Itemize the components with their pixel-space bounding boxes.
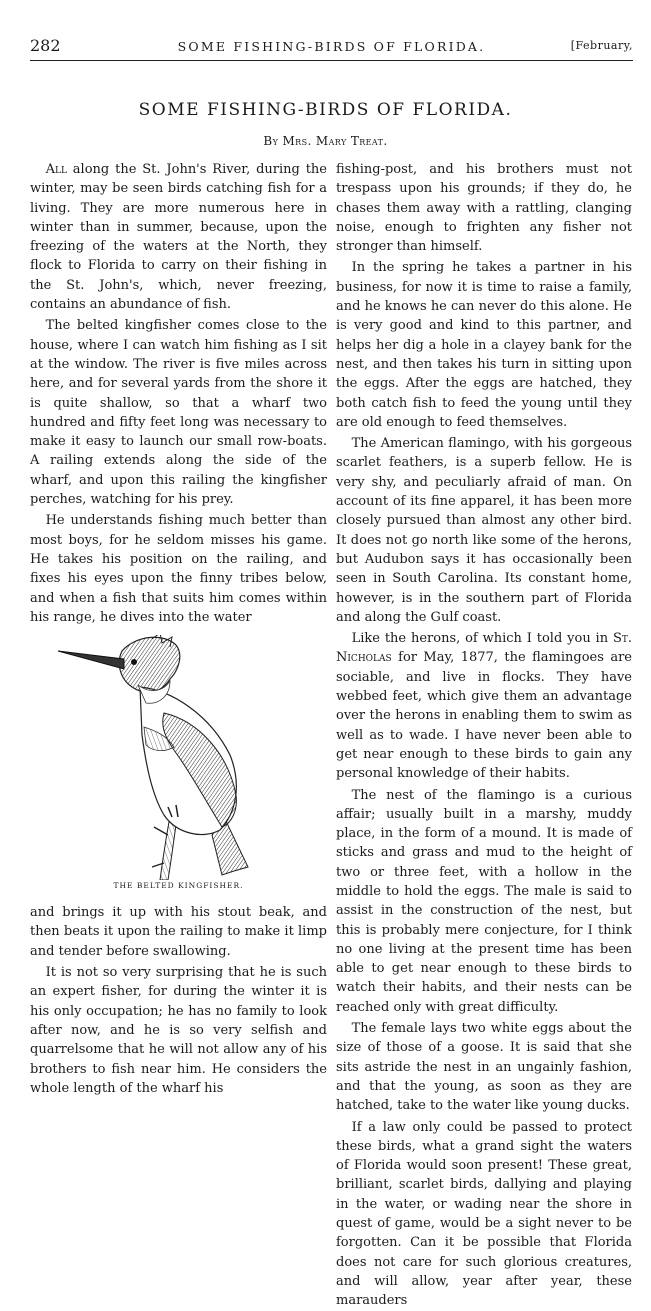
running-head	[30, 36, 633, 56]
paragraph: fishing-post, and his brothers must not trespass upon his grounds; if they do, he chases them away with a rattling, clanging noise, enough to frighten any fisher not stronger than himself.	[336, 162, 632, 255]
running-month: [February,	[570, 39, 633, 52]
paragraph: The belted kingfisher comes close to the house, where I can watch him fishing as I sit at the window. The river is five miles across here, and for several yards from the shore it is quite shallow, so that a wharf two hundred and fifty feet long was necessary to make it easy to launch our small row-boats. A railing extends along the side of the wharf, and upon this railing the kingfisher perches, watching for his prey.	[30, 318, 327, 508]
paragraph: If a law only could be passed to protect these birds, what a grand sight the waters of Florida would soon present! These great, brilliant, scarlet birds, dallying and playing in the water, or wading near the shore in quest of game, would be a sight never to be forgotten. Can it be possible that Florida does not care for such glorious creatures, and will allow, year after year, these marauders	[336, 1119, 632, 1309]
paragraph: It is not so very surprising that he is such an expert fisher, for during the winter it is his only occupation; he has no family to look after now, and he is so very selfish and quarrelsome that he will not allow any of his brothers to fish near him. He considers the whole length of the wharf his	[30, 965, 327, 1096]
header-rule	[30, 60, 633, 61]
running-title: SOME FISHING-BIRDS OF FLORIDA.	[177, 39, 486, 54]
paragraph: He understands fishing much better than most boys, for he seldom misses his game. He takes his position on the railing, and fixes his eyes upon the finny tribes below, and when a fish that suits him comes within his range, he dives into the water	[30, 513, 327, 625]
drop-lead: All	[45, 162, 67, 177]
kingfisher-illustration	[52, 635, 292, 880]
paragraph: The nest of the flamingo is a curious affair; usually built in a marshy, muddy place, in the form of a mound. It is made of sticks and grass and mud to the height of two or three feet, with a hollow in the middle to hold the eggs. The male is said to assist in the construction of the nest, but this is probably mere conjecture, for I think no one living at the present time has been able to get near enough to these birds to watch their habits, and their nests can be reached only with great difficulty.	[336, 787, 632, 1015]
magazine-name: St. Nicholas	[336, 631, 632, 666]
right-column	[336, 160, 632, 1311]
article-title: SOME FISHING-BIRDS OF FLORIDA.	[138, 100, 513, 120]
paragraph: Like the herons, of which I told you in St. Nicholas for May, 1877, the flamingoes are sociable, and live in flocks. They have webbed feet, which give them an advantage over the herons in enabling them to swim as well as to wade. I have never been able to get near enough to these birds to gain any personal knowledge of their habits.	[336, 631, 632, 782]
paragraph: All along the St. John's River, during the winter, may be seen birds catching fish for a living. They are more numerous here in winter than in summer, because, upon the freezing of the waters at the North, they flock to Florida to carry on their fishing in the St. John's, which, never freezing, contains an abundance of fish.	[30, 162, 327, 313]
paragraph: The female lays two white eggs about the size of those of a goose. It is said that she sits astride the nest in an ungainly fashion, and that the young, as soon as they are hatched, take to the water like young ducks.	[336, 1021, 632, 1114]
figure-caption: THE BELTED KINGFISHER.	[113, 880, 244, 890]
left-column	[30, 160, 327, 1098]
paragraph: The American flamingo, with his gorgeous scarlet feathers, is a superb fellow. He is very shy, and peculiarly afraid of man. On account of its fine apparel, it has been more closely pursued than almost any other bird. It does not go north like some of the herons, but Audubon says it has occasionally been seen in South Carolina. Its constant home, however, is in the southern part of Florida and along the Gulf coast.	[336, 436, 632, 625]
paragraph: and brings it up with his stout beak, and then beats it upon the railing to make it limp and tender before swallowing.	[30, 905, 327, 959]
page-number: 282	[30, 36, 61, 55]
kingfisher-figure	[30, 635, 327, 897]
paragraph: In the spring he takes a partner in his business, for now it is time to raise a family, and he knows he can never do this alone. He is very good and kind to this partner, and helps her dig a hole in a clayey bank for the nest, and then takes his turn in sitting upon the eggs. After the eggs are hatched, they both catch fish to feed the young until they are old enough to feed themselves.	[336, 260, 632, 430]
article-byline: By Mrs. Mary Treat.	[263, 134, 388, 148]
